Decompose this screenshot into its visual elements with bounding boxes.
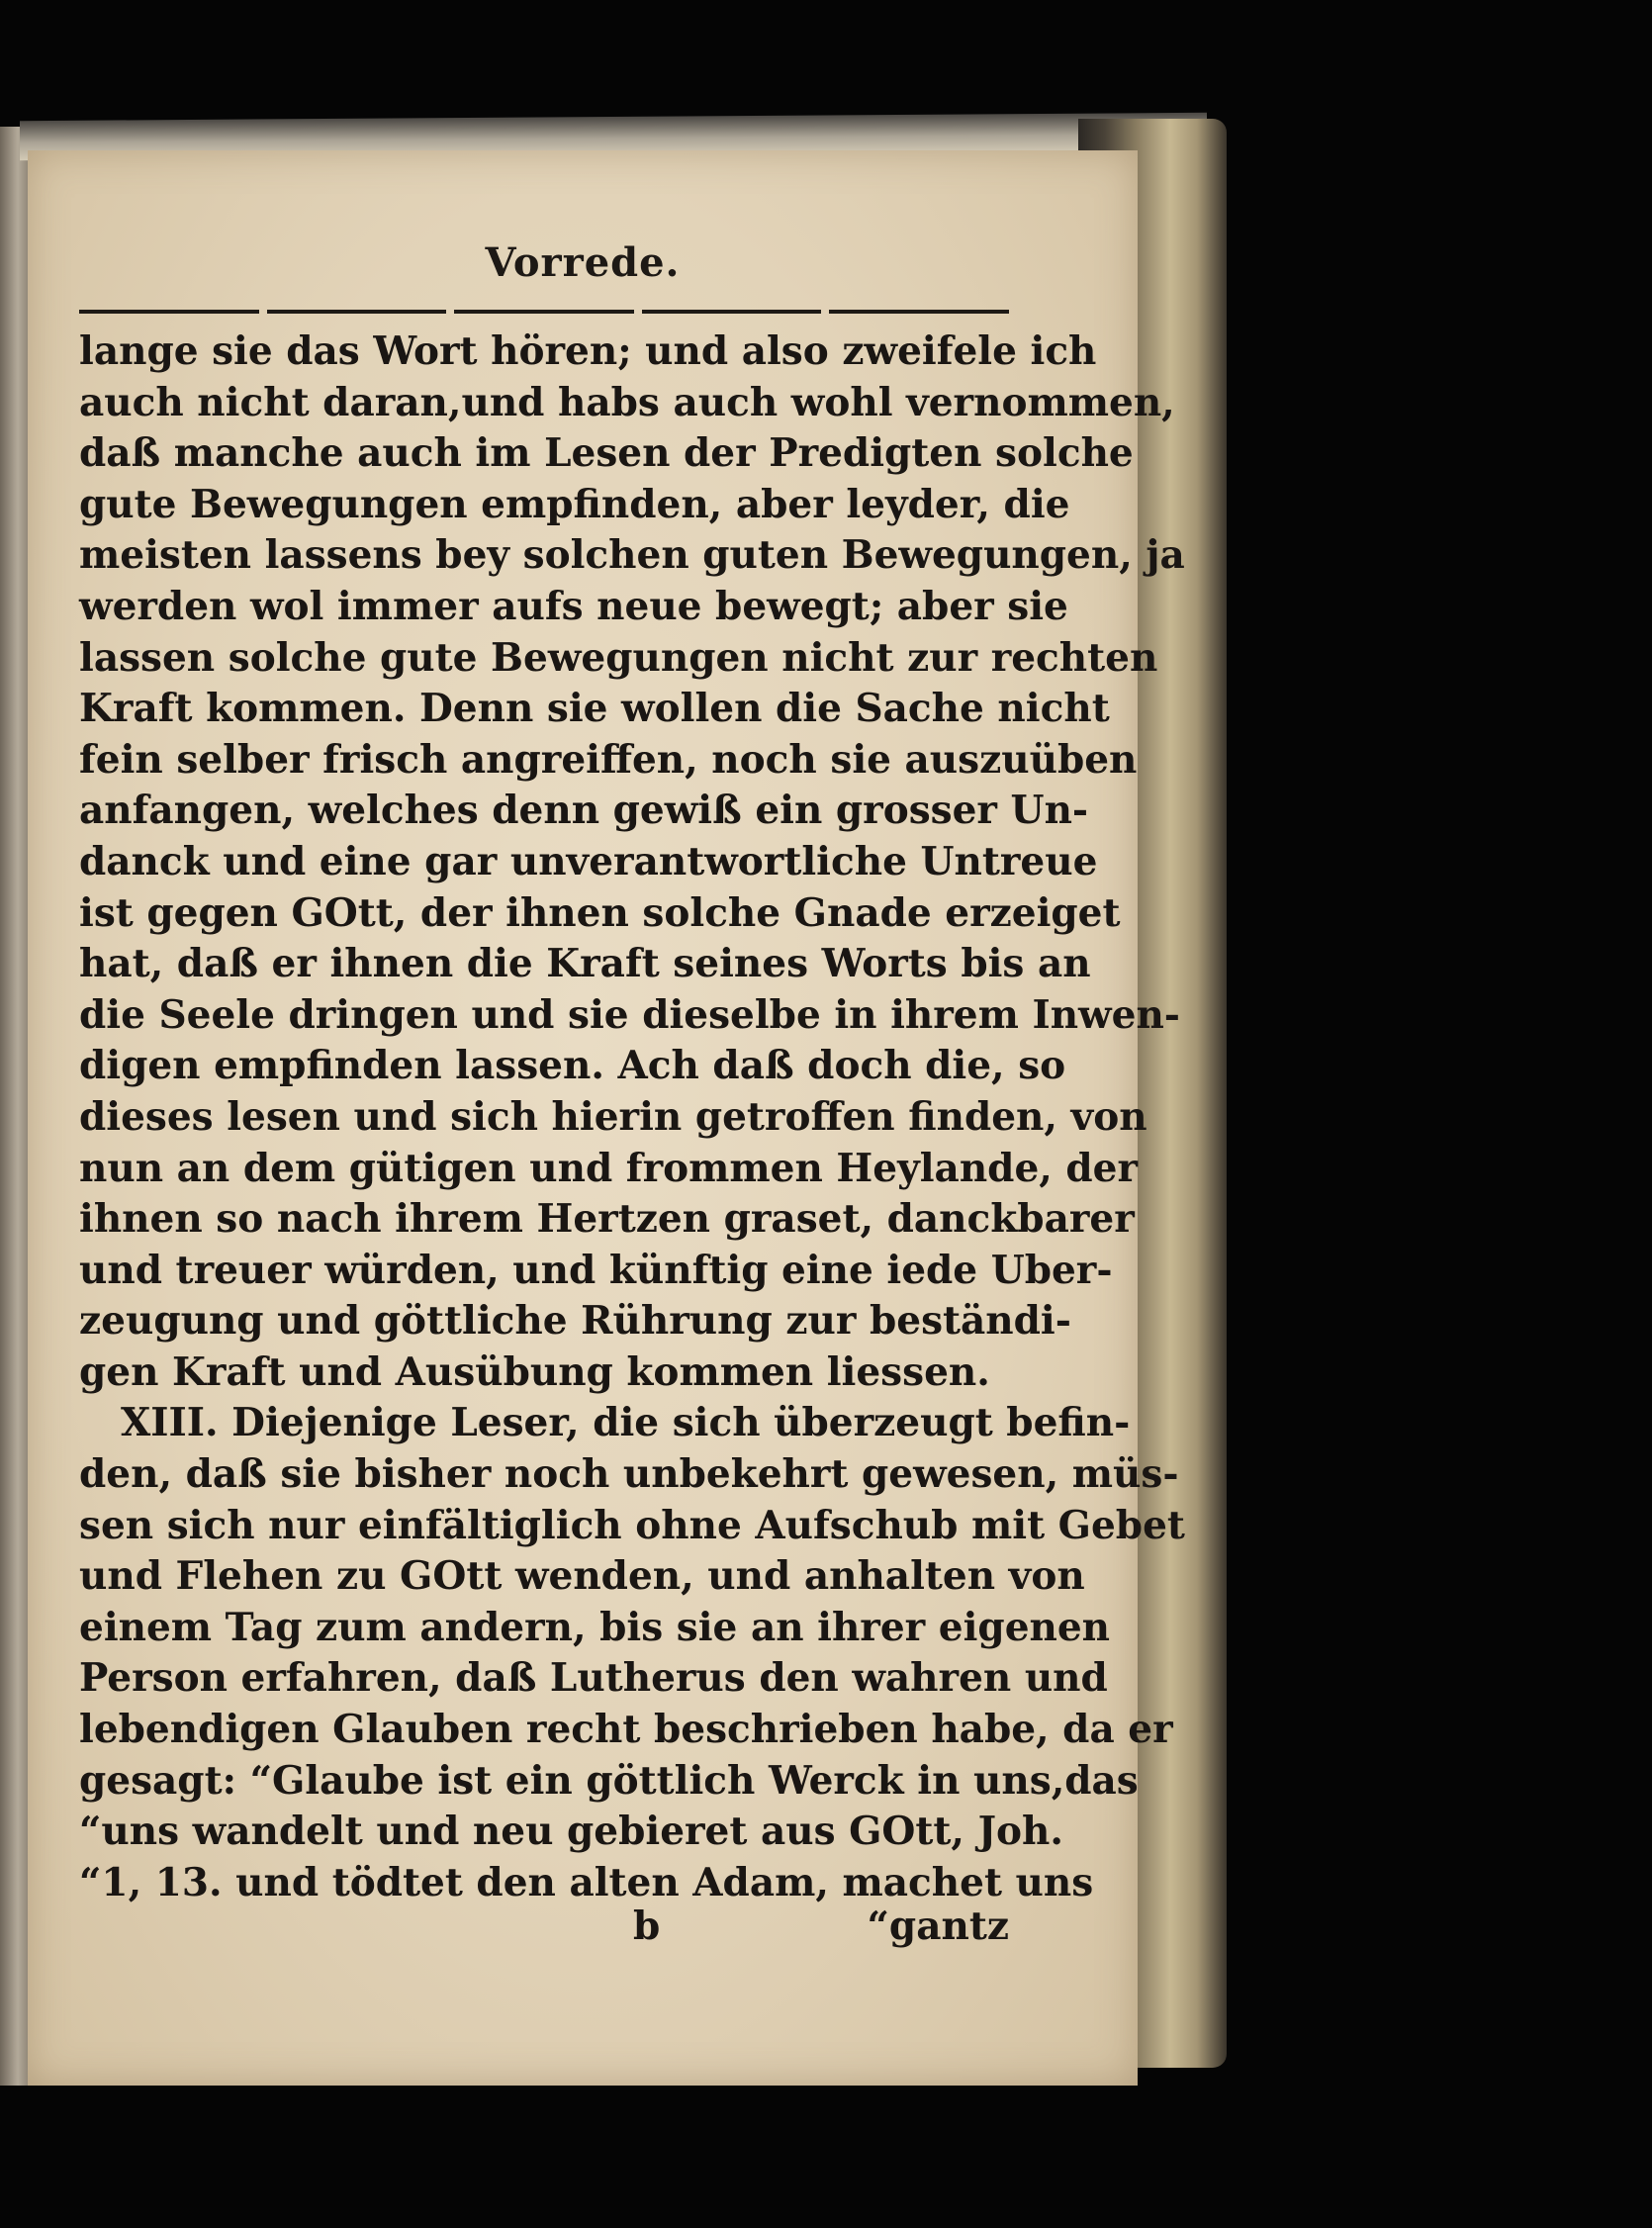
rule-segment	[79, 310, 259, 314]
text-line: lebendigen Glauben recht beschrieben habe, da er	[79, 1707, 1173, 1753]
text-line: danck und eine gar unverantwortliche Untreue	[79, 838, 1098, 884]
body-text	[79, 326, 1185, 1908]
text-line: anfangen, welches denn gewiß ein grosser Un-	[79, 788, 1089, 834]
rule-segment	[829, 310, 1009, 314]
text-line: und Flehen zu GOtt wenden, und anhalten von	[79, 1553, 1085, 1600]
text-line: die Seele dringen und sie dieselbe in ihrem Inwen-	[79, 991, 1180, 1038]
text-line: ist gegen GOtt, der ihnen solche Gnade erzeiget	[79, 889, 1121, 936]
text-line: gen Kraft und Ausübung kommen liessen.	[79, 1348, 990, 1395]
header-rule	[79, 309, 1009, 315]
rule-segment	[642, 310, 822, 314]
previous-page-edge	[0, 127, 30, 2086]
page-footer	[79, 1903, 1009, 1959]
text-line: “1, 13. und tödtet den alten Adam, machet uns	[79, 1859, 1094, 1905]
signature-mark: b	[633, 1903, 661, 1949]
text-line: einem Tag zum andern, bis sie an ihrer eigenen	[79, 1604, 1111, 1650]
text-line: auch nicht daran,und habs auch wohl vernommen,	[79, 379, 1175, 425]
section-heading-line: XIII. Diejenige Leser, die sich überzeugt befin-	[121, 1400, 1131, 1446]
text-line: dieses lesen und sich hierin getroffen finden, von	[79, 1093, 1147, 1140]
text-line: “uns wandelt und neu gebieret aus GOtt, Joh.	[79, 1809, 1063, 1855]
text-line: nun an dem gütigen und frommen Heylande, der	[79, 1145, 1139, 1191]
rule-segment	[454, 310, 634, 314]
rule-segment	[267, 310, 447, 314]
text-line: und treuer würden, und künftig eine iede Uber-	[79, 1247, 1113, 1293]
text-line: meisten lassens bey solchen guten Bewegungen, ja	[79, 532, 1185, 579]
text-line: gute Bewegungen empfinden, aber leyder, die	[79, 481, 1070, 527]
text-line: den, daß sie bisher noch unbekehrt gewesen, müs-	[79, 1451, 1179, 1498]
book-page	[28, 150, 1185, 2086]
text-line: digen empfinden lassen. Ach daß doch die, so	[79, 1043, 1066, 1089]
text-line: ihnen so nach ihrem Hertzen graset, danckbarer	[79, 1196, 1135, 1243]
text-line: daß manche auch im Lesen der Predigten solche	[79, 430, 1134, 477]
text-line: sen sich nur einfältiglich ohne Aufschub mit Gebet	[79, 1502, 1185, 1548]
text-line: werden wol immer aufs neue bewegt; aber sie	[79, 583, 1068, 629]
text-line: zeugung und göttliche Rührung zur beständi-	[79, 1298, 1071, 1345]
text-line: gesagt: “Glaube ist ein göttlich Werck in uns,das	[79, 1757, 1139, 1804]
text-line: hat, daß er ihnen die Kraft seines Worts bis an	[79, 941, 1091, 987]
text-line: Person erfahren, daß Lutherus den wahren und	[79, 1655, 1108, 1702]
text-line: lassen solche gute Bewegungen nicht zur rechten	[79, 634, 1158, 681]
text-line: Kraft kommen. Denn sie wollen die Sache nicht	[79, 686, 1110, 732]
catchword: “gantz	[867, 1903, 1009, 1949]
text-line: fein selber frisch angreiffen, noch sie auszuüben	[79, 736, 1138, 783]
text-line: lange sie das Wort hören; und also zweifele ich	[79, 328, 1097, 374]
running-header: Vorrede.	[485, 239, 681, 286]
